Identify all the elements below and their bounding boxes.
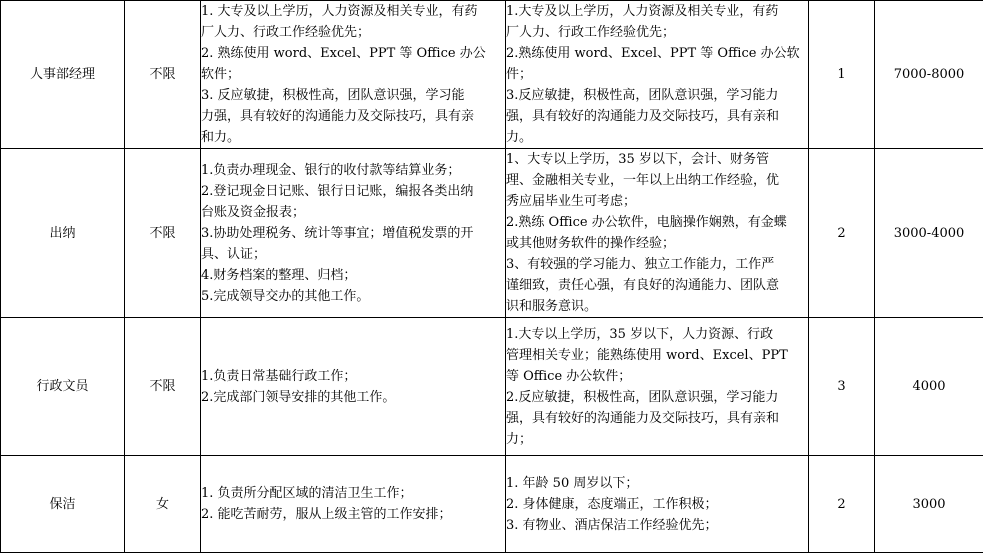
- requirements-cell: [506, 1, 809, 149]
- gender-cell: 女: [125, 456, 201, 553]
- duty-line: 4.财务档案的整理、归档；: [201, 267, 357, 283]
- duty-line: 1. 大专及以上学历，人力资源及相关专业，有药: [201, 4, 478, 19]
- salary-cell: 3000-4000: [875, 149, 983, 318]
- requirement-line: 2.反应敏捷，积极性高，团队意识强，学习能力: [506, 389, 779, 405]
- requirement-line: 强，具有较好的沟通能力及交际技巧，具有亲和: [506, 410, 780, 426]
- requirement-line: 理、金融相关专业，一年以上出纳工作经验，优: [506, 173, 780, 188]
- requirement-line: 1. 年龄 50 周岁以下；: [506, 475, 639, 491]
- requirements-cell: [506, 456, 809, 553]
- table-row: [1, 1, 983, 149]
- requirement-line: 3、有较强的学习能力、独立工作能力，工作严: [506, 257, 775, 272]
- requirement-line: 3. 有物业、酒店保洁工作经验优先；: [506, 517, 718, 533]
- requirements-cell: [506, 149, 809, 318]
- duties-cell: [201, 318, 506, 456]
- requirement-line: 识和服务意识。: [506, 299, 598, 314]
- requirement-line: 1.大专以上学历，35 岁以下，人力资源、行政: [506, 326, 774, 342]
- requirement-line: 件；: [506, 67, 533, 82]
- salary-cell: 3000: [875, 456, 983, 553]
- requirement-line: 谨细致，责任心强，有良好的沟通能力、团队意: [506, 278, 780, 293]
- duty-line: 具、认证；: [201, 246, 267, 262]
- gender-cell: 不限: [125, 149, 201, 318]
- table-row: [1, 456, 983, 553]
- job-table-body: [1, 1, 983, 553]
- duty-line: 力强，具有较好的沟通能力及交际技巧，具有亲: [201, 109, 475, 124]
- headcount-cell: 2: [809, 149, 875, 318]
- job-title-cell: 行政文员: [1, 318, 125, 456]
- headcount-cell: 1: [809, 1, 875, 149]
- requirement-line: 力；: [506, 431, 533, 447]
- duty-line: 3.协助处理税务、统计等事宜；增值税发票的开: [201, 225, 474, 241]
- duty-line: 5.完成领导交办的其他工作。: [201, 288, 370, 304]
- job-title-cell: 出纳: [1, 149, 125, 318]
- duty-line: 厂人力、行政工作经验优先；: [201, 25, 371, 40]
- requirements-cell: [506, 318, 809, 456]
- duties-cell: [201, 1, 506, 149]
- duty-line: 2. 能吃苦耐劳，服从上级主管的工作安排；: [201, 507, 452, 522]
- requirement-line: 2. 身体健康，态度端正，工作积极；: [506, 496, 718, 512]
- duty-line: 1.负责日常基础行政工作；: [201, 368, 357, 384]
- duty-line: 1. 负责所分配区域的清洁卫生工作；: [201, 486, 413, 501]
- table-row: [1, 149, 983, 318]
- duties-cell: [201, 456, 506, 553]
- duty-line: 2.登记现金日记账、银行日记账，编报各类出纳: [201, 183, 474, 199]
- salary-cell: 4000: [875, 318, 983, 456]
- requirement-line: 2.熟练使用 word、Excel、PPT 等 Office 办公软: [506, 46, 800, 61]
- duty-line: 2. 熟练使用 word、Excel、PPT 等 Office 办公: [201, 46, 486, 61]
- requirement-line: 强，具有较好的沟通能力及交际技巧，具有亲和: [506, 109, 780, 124]
- headcount-cell: 3: [809, 318, 875, 456]
- requirement-line: 等 Office 办公软件；: [506, 368, 632, 384]
- requirement-line: 3.反应敏捷，积极性高，团队意识强，学习能力: [506, 88, 779, 103]
- duty-line: 台账及资金报表；: [201, 204, 306, 220]
- requirement-line: 或其他财务软件的操作经验；: [506, 236, 676, 251]
- gender-cell: 不限: [125, 1, 201, 149]
- requirement-line: 管理相关专业；能熟练使用 word、Excel、PPT: [506, 347, 788, 363]
- requirement-line: 1、大专以上学历，35 岁以下，会计、财务管: [506, 152, 769, 167]
- duty-line: 1.负责办理现金、银行的收付款等结算业务；: [201, 162, 461, 178]
- headcount-cell: 2: [809, 456, 875, 553]
- job-title-cell: 人事部经理: [1, 1, 125, 149]
- job-title-cell: 保洁: [1, 456, 125, 553]
- duties-cell: [201, 149, 506, 318]
- duty-line: 2.完成部门领导安排的其他工作。: [201, 389, 396, 405]
- salary-cell: 7000-8000: [875, 1, 983, 149]
- gender-cell: 不限: [125, 318, 201, 456]
- requirement-line: 秀应届毕业生可考虑；: [506, 194, 637, 209]
- requirement-line: 厂人力、行政工作经验优先；: [506, 25, 676, 40]
- requirement-line: 力。: [506, 130, 533, 145]
- requirement-line: 2.熟练 Office 办公软件，电脑操作娴熟，有金蝶: [506, 215, 787, 230]
- table-row: [1, 318, 983, 456]
- requirement-line: 1.大专及以上学历，人力资源及相关专业，有药: [506, 4, 779, 19]
- duty-line: 3. 反应敏捷，积极性高，团队意识强，学习能: [201, 88, 465, 103]
- duty-line: 和力。: [201, 130, 241, 145]
- duty-line: 软件；: [201, 67, 241, 82]
